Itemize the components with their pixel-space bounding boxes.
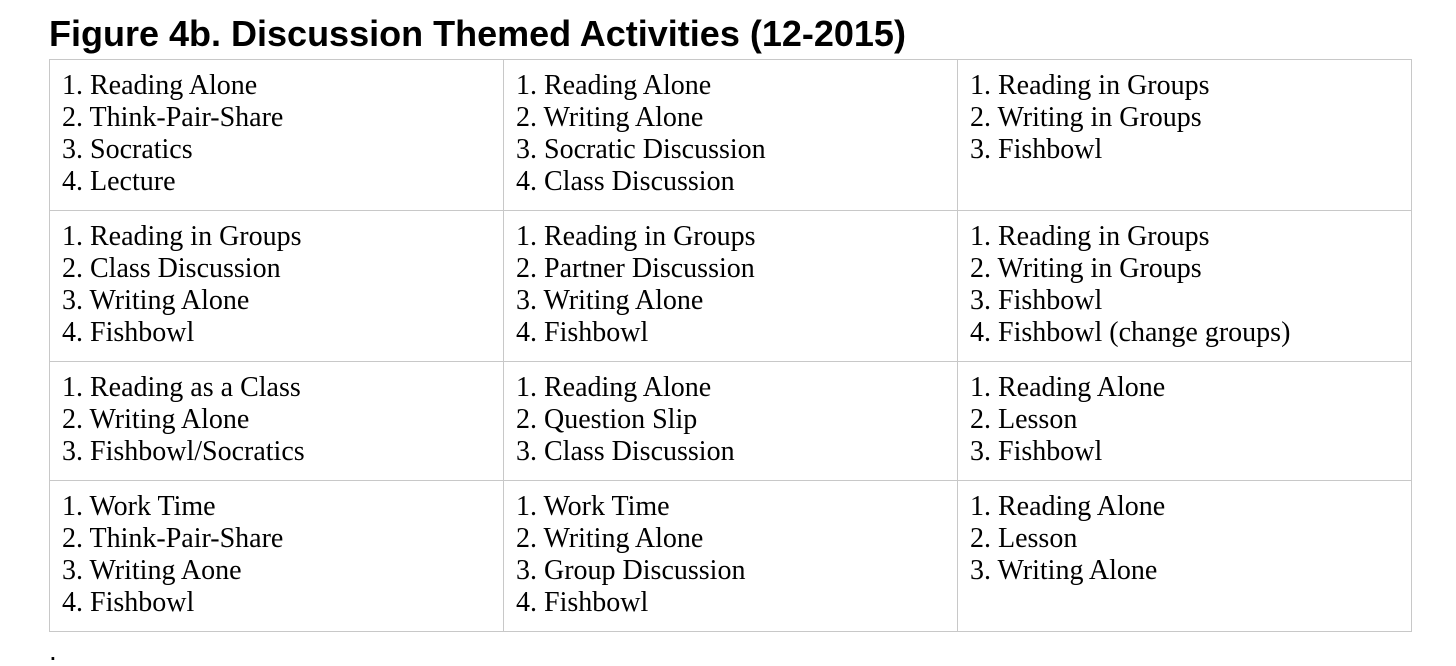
figure-title: Figure 4b. Discussion Themed Activities (12-2015): [49, 13, 906, 54]
list-item: 2. Lesson: [970, 404, 1078, 435]
activity-list: [516, 70, 957, 198]
list-item: 3. Fishbowl: [970, 285, 1103, 316]
list-item: 3. Socratics: [62, 134, 193, 165]
activity-list: [970, 491, 1411, 587]
list-item: 1. Reading Alone: [516, 372, 712, 403]
table-cell: [504, 362, 958, 481]
table-cell: [50, 211, 504, 362]
list-item: 2. Think-Pair-Share: [62, 523, 284, 554]
activity-list: [62, 372, 503, 468]
list-item: 2. Class Discussion: [62, 253, 281, 284]
list-item: 4. Fishbowl: [62, 587, 195, 618]
list-item: 3. Group Discussion: [516, 555, 746, 586]
table-cell: [958, 60, 1412, 211]
list-item: 3. Class Discussion: [516, 436, 735, 467]
activities-table: [49, 59, 1412, 632]
list-item: 2. Writing in Groups: [970, 102, 1202, 133]
list-item: 2. Think-Pair-Share: [62, 102, 284, 133]
activity-list: [970, 70, 1411, 166]
list-item: 3. Socratic Discussion: [516, 134, 766, 165]
list-item: 3. Writing Alone: [970, 555, 1158, 586]
list-item: 3. Fishbowl: [970, 134, 1103, 165]
activity-list: [516, 372, 957, 468]
table-cell: [958, 362, 1412, 481]
list-item: 2. Question Slip: [516, 404, 698, 435]
list-item: 4. Lecture: [62, 166, 176, 197]
table-cell: [50, 60, 504, 211]
list-item: 2. Writing Alone: [516, 102, 704, 133]
list-item: 2. Writing Alone: [62, 404, 250, 435]
trailing-period: .: [49, 635, 57, 666]
list-item: 3. Fishbowl/Socratics: [62, 436, 305, 467]
list-item: 2. Writing in Groups: [970, 253, 1202, 284]
activity-list: [62, 70, 503, 198]
list-item: 2. Partner Discussion: [516, 253, 755, 284]
table-cell: [958, 211, 1412, 362]
list-item: 4. Fishbowl: [62, 317, 195, 348]
table-row: [50, 211, 1412, 362]
list-item: 4. Class Discussion: [516, 166, 735, 197]
list-item: 1. Reading Alone: [970, 491, 1166, 522]
list-item: 1. Reading in Groups: [970, 70, 1210, 101]
list-item: 2. Writing Alone: [516, 523, 704, 554]
table-cell: [504, 481, 958, 632]
list-item: 1. Reading Alone: [62, 70, 258, 101]
list-item: 1. Work Time: [62, 491, 216, 522]
list-item: 1. Reading Alone: [516, 70, 712, 101]
table-row: [50, 362, 1412, 481]
activity-list: [516, 221, 957, 349]
table-cell: [958, 481, 1412, 632]
table-row: [50, 481, 1412, 632]
table-cell: [504, 60, 958, 211]
activity-list: [62, 221, 503, 349]
activity-list: [970, 372, 1411, 468]
table-cell: [504, 211, 958, 362]
list-item: 3. Writing Alone: [62, 285, 250, 316]
list-item: 2. Lesson: [970, 523, 1078, 554]
list-item: 4. Fishbowl (change groups): [970, 317, 1291, 348]
list-item: 1. Reading in Groups: [62, 221, 302, 252]
table-cell: [50, 481, 504, 632]
list-item: 4. Fishbowl: [516, 317, 649, 348]
list-item: 3. Writing Alone: [516, 285, 704, 316]
list-item: 3. Fishbowl: [970, 436, 1103, 467]
list-item: 1. Work Time: [516, 491, 670, 522]
list-item: 4. Fishbowl: [516, 587, 649, 618]
list-item: 3. Writing Aone: [62, 555, 242, 586]
list-item: 1. Reading in Groups: [970, 221, 1210, 252]
list-item: 1. Reading Alone: [970, 372, 1166, 403]
table-cell: [50, 362, 504, 481]
list-item: 1. Reading in Groups: [516, 221, 756, 252]
list-item: 1. Reading as a Class: [62, 372, 301, 403]
table-row: [50, 60, 1412, 211]
activity-list: [516, 491, 957, 619]
activity-list: [62, 491, 503, 619]
activity-list: [970, 221, 1411, 349]
